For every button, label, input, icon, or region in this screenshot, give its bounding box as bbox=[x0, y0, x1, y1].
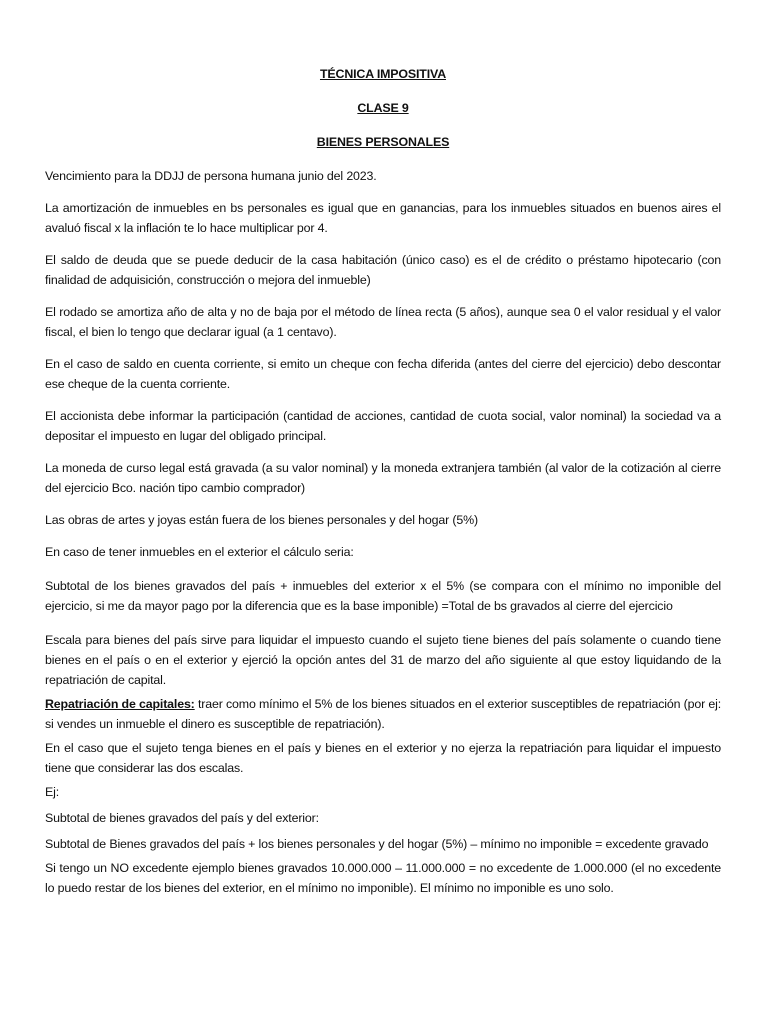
topic-heading: BIENES PERSONALES bbox=[316, 135, 450, 149]
paragraph-no-excess-example: Si tengo un NO excedente ejemplo bienes gravados 10.000.000 – 11.000.000 = no excedente de 1.000.000 (el no excedente lo puedo restar de los bienes del exterior, en el mínimo no imponible). El mínimo no imponible es uno solo. bbox=[45, 861, 721, 895]
paragraph-real-estate-amortization: La amortización de inmuebles en bs personales es igual que en ganancias, para los inmuebles situados en buenos aires el avaluó fiscal x la inflación te lo hace multiplicar por 4. bbox=[45, 201, 721, 235]
paragraph-subtotal-formula: Subtotal de los bienes gravados del país + inmuebles del exterior x el 5% (se compara con el mínimo no imponible del ejercicio, si me da mayor pago por la diferencia que es la base imponible) =Total de bs gravados al cierre del ejercicio bbox=[45, 579, 721, 613]
class-label: CLASE 9 bbox=[357, 101, 409, 115]
document-title: TÉCNICA IMPOSITIVA bbox=[319, 67, 447, 81]
paragraph-currency: La moneda de curso legal está gravada (a su valor nominal) y la moneda extranjera también (al valor de la cotización al cierre del ejercicio Bco. nación tipo cambio comprador) bbox=[45, 461, 721, 495]
paragraph-due-date: Vencimiento para la DDJJ de persona humana junio del 2023. bbox=[45, 169, 377, 183]
paragraph-art-jewelry: Las obras de artes y joyas están fuera de los bienes personales y del hogar (5%) bbox=[45, 513, 478, 527]
paragraph-repatriation bbox=[45, 694, 721, 734]
paragraph-vehicle-amortization: El rodado se amortiza año de alta y no de baja por el método de línea recta (5 años), aunque sea 0 el valor residual y el valor fiscal, el bien lo tengo que declarar igual (a 1 centavo). bbox=[45, 305, 721, 339]
paragraph-checking-account: En el caso de saldo en cuenta corriente, si emito un cheque con fecha diferida (antes del cierre del ejercicio) debo descontar ese cheque de la cuenta corriente. bbox=[45, 357, 721, 391]
paragraph-foreign-real-estate: En caso de tener inmuebles en el exterior el cálculo seria: bbox=[45, 545, 354, 559]
paragraph-country-scale: Escala para bienes del país sirve para liquidar el impuesto cuando el sujeto tiene bienes del país solamente o cuando tiene bienes en el país o en el exterior y ejerció la opción antes del 31 de marzo del año siguiente al que estoy liquidando de la repatriación de capital. bbox=[45, 633, 721, 687]
paragraph-two-scales: En el caso que el sujeto tenga bienes en el país y bienes en el exterior y no ejerza la repatriación para liquidar el impuesto tiene que considerar las dos escalas. bbox=[45, 741, 721, 775]
paragraph-debt-deduction: El saldo de deuda que se puede deducir de la casa habitación (único caso) es el de crédito o préstamo hipotecario (con finalidad de adquisición, construcción o mejora del inmueble) bbox=[45, 253, 721, 287]
paragraph-shareholder: El accionista debe informar la participación (cantidad de acciones, cantidad de cuota social, valor nominal) la sociedad va a depositar el impuesto en lugar del obligado principal. bbox=[45, 409, 721, 443]
document-page bbox=[45, 64, 721, 898]
repatriation-text: traer como mínimo el 5% de los bienes situados en el exterior susceptibles de repatriación (por ej: si vendes un inmueble el dinero es susceptible de repatriación). bbox=[45, 697, 722, 731]
paragraph-excess-formula: Subtotal de Bienes gravados del país + los bienes personales y del hogar (5%) – mínimo no imponible = excedente gravado bbox=[45, 837, 709, 851]
paragraph-example-label: Ej: bbox=[45, 785, 60, 799]
repatriation-term: Repatriación de capitales: bbox=[45, 697, 195, 711]
paragraph-subtotal-heading: Subtotal de bienes gravados del país y del exterior: bbox=[45, 811, 319, 825]
